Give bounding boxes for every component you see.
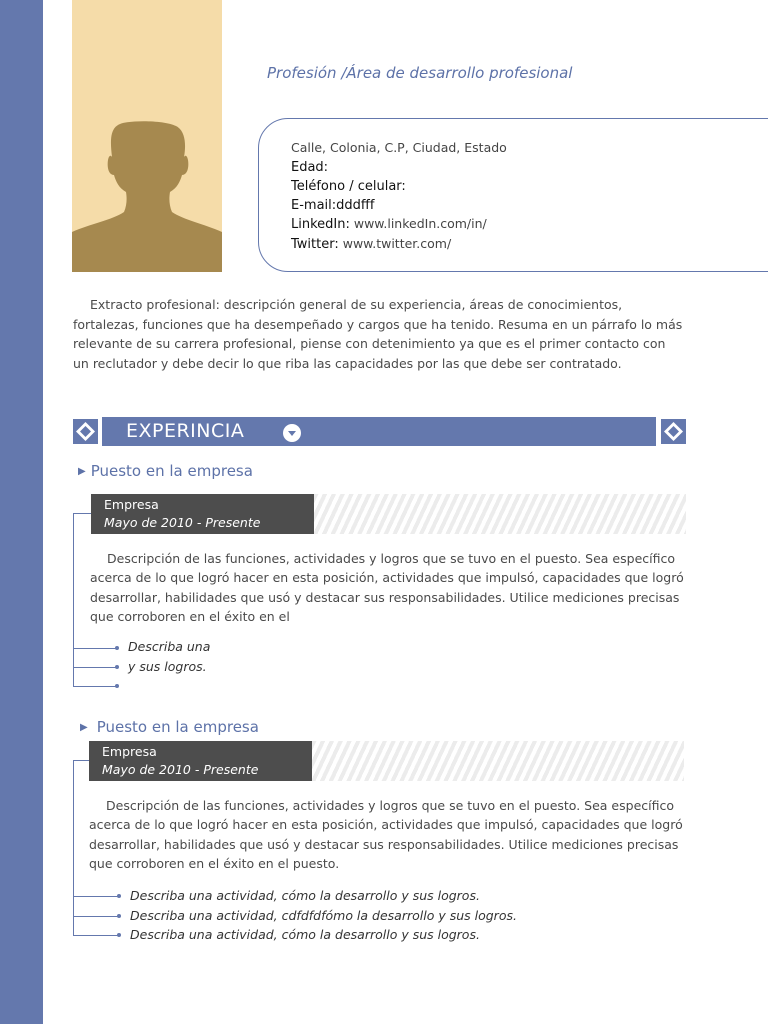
phone-label: Teléfono / celular: — [291, 179, 406, 194]
diamond-icon — [661, 419, 686, 444]
tree-branch — [73, 760, 89, 761]
job-description-text: Descripción de las funciones, actividades y logros que se tuvo en el puesto. Sea específico acerca de lo que logró hacer en esta posición, actividades que impulsó, capacidades que logró desarrollar, habilidades que usó y destacar sus responsabilidades. Utilice mediciones precisas que corroboren en el éxito en el — [90, 551, 684, 624]
summary-text: Extracto profesional: descripción general de su experiencia, áreas de conocimientos, fortalezas, funciones que ha desempeñado y cargos que ha tenido. Resuma en un párrafo lo más relevante de su carrera profesional, piense con detenimiento ya que es el primer contacto con un reclutador y debe decir lo que riba las capacidades por las que debe ser contratado. — [73, 297, 683, 371]
tree-branch — [73, 667, 117, 668]
job-title-text: Puesto en la empresa — [90, 462, 253, 480]
triangle-right-icon: ▶ — [80, 722, 88, 733]
tree-branch — [73, 916, 119, 917]
contact-twitter — [291, 236, 451, 252]
email-label: E-mail:dddfff — [291, 198, 375, 213]
job-description — [90, 549, 685, 626]
tree-branch — [73, 896, 119, 897]
company-dates: Mayo de 2010 - Presente — [102, 762, 259, 777]
company-name: Empresa — [104, 497, 159, 512]
list-item: Describa una actividad, cdfdfdfómo la desarrollo y sus logros. — [130, 908, 517, 923]
tree-branch — [73, 935, 119, 936]
list-item: Describa una actividad, cómo la desarrollo y sus logros. — [130, 927, 480, 942]
linkedin-link[interactable]: www.linkedIn.com/in/ — [353, 216, 487, 231]
tree-line — [73, 513, 74, 687]
bullet-dot — [115, 665, 119, 669]
contact-email — [291, 197, 374, 213]
hatch-decoration — [312, 741, 684, 781]
bullet-dot — [115, 684, 119, 688]
company-box — [89, 741, 312, 781]
professional-summary — [73, 295, 685, 373]
contact-age — [291, 159, 328, 175]
age-label: Edad: — [291, 160, 329, 175]
job-title-text: Puesto en la empresa — [96, 718, 259, 736]
bullet-dot — [115, 646, 119, 650]
bullet-dot — [117, 914, 121, 918]
company-name: Empresa — [102, 744, 157, 759]
hatch-decoration — [314, 494, 686, 534]
contact-address: Calle, Colonia, C.P, Ciudad, Estado — [291, 140, 507, 155]
tree-branch — [73, 686, 117, 687]
job-description-text: Descripción de las funciones, actividades y logros que se tuvo en el puesto. Sea específico acerca de lo que logró hacer en esta posición, actividades que impulsó, capacidades que logró desarrollar, habilidades que usó y destacar sus responsabilidades. Utilice mediciones precisas que corroboren en el éxito en el puesto. — [89, 798, 683, 871]
side-bar — [0, 0, 43, 1024]
diamond-icon — [73, 419, 98, 444]
profile-photo — [72, 0, 222, 272]
contact-linkedin — [291, 216, 487, 232]
linkedin-label: LinkedIn: — [291, 217, 350, 232]
twitter-label: Twitter: — [291, 237, 339, 252]
list-item: y sus logros. — [128, 659, 207, 674]
experience-heading: EXPERINCIA — [126, 420, 245, 442]
bullet-dot — [117, 894, 121, 898]
person-silhouette-icon — [72, 0, 222, 272]
list-item: Describa una — [128, 639, 211, 654]
tree-branch — [73, 648, 117, 649]
tree-line — [73, 760, 74, 935]
list-item: Describa una actividad, cómo la desarrollo y sus logros. — [130, 888, 480, 903]
bullet-dot — [117, 933, 121, 937]
twitter-link[interactable]: www.twitter.com/ — [342, 236, 452, 251]
chevron-down-icon[interactable] — [283, 424, 301, 442]
company-dates: Mayo de 2010 - Presente — [104, 515, 261, 530]
company-box — [91, 494, 314, 534]
job-title — [80, 718, 259, 736]
triangle-right-icon: ▶ — [78, 466, 86, 477]
job-description — [89, 796, 684, 873]
contact-phone — [291, 178, 406, 194]
job-title — [78, 462, 253, 480]
profession-title: Profesión /Área de desarrollo profesional — [267, 64, 573, 82]
tree-branch — [73, 513, 91, 514]
